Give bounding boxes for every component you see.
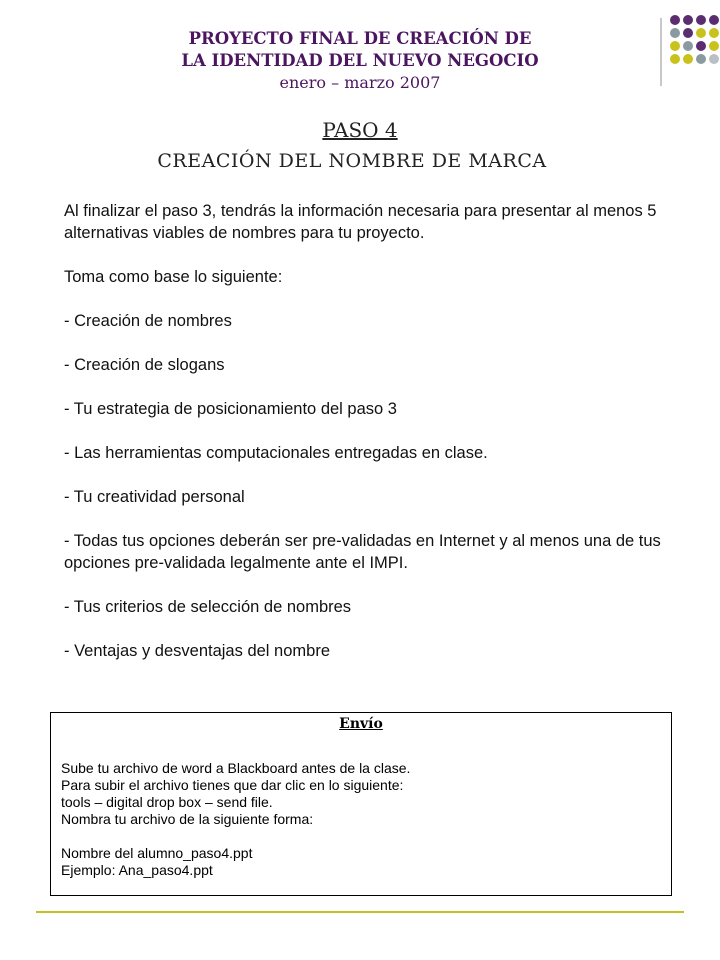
decorative-dot xyxy=(670,28,680,38)
step-subtitle: CREACIÓN DEL NOMBRE DE MARCA xyxy=(157,150,547,172)
document-header xyxy=(150,28,570,94)
list-item: - Todas tus opciones deberán ser pre-validadas en Internet y al menos una de tus opciones pre-validada legalmente ante el IMPI. xyxy=(64,532,661,572)
decorative-dot xyxy=(683,41,693,51)
instructions xyxy=(64,200,684,684)
decorative-dot xyxy=(670,41,680,51)
decorative-dot xyxy=(696,54,706,64)
decorative-dot xyxy=(696,28,706,38)
spacer xyxy=(61,828,410,845)
envio-title: Envío xyxy=(339,716,383,732)
envio-line: Nombra tu archivo de la siguiente forma: xyxy=(61,811,314,827)
decorative-dot xyxy=(683,15,693,25)
envio-box xyxy=(50,712,672,896)
decorative-dot xyxy=(683,28,693,38)
envio-example-line: Nombre del alumno_paso4.ppt xyxy=(61,845,253,861)
list-item: - Creación de slogans xyxy=(64,356,225,374)
decorative-vertical-line xyxy=(660,18,662,86)
list-item: - Ventajas y desventajas del nombre xyxy=(64,642,330,660)
lead-paragraph: Toma como base lo siguiente: xyxy=(64,268,283,286)
intro-paragraph: Al finalizar el paso 3, tendrás la información necesaria para presentar al menos 5 alternativas viables de nombres para tu proyecto. xyxy=(64,202,657,242)
list-item: - Tus criterios de selección de nombres xyxy=(64,598,352,616)
decorative-dot xyxy=(696,15,706,25)
project-date: enero – marzo 2007 xyxy=(279,73,441,92)
list-item: - Tu estrategia de posicionamiento del paso 3 xyxy=(64,400,397,418)
decorative-dot-grid xyxy=(670,15,719,64)
project-title-line-2: LA IDENTIDAD DEL NUEVO NEGOCIO xyxy=(181,51,539,70)
envio-instructions xyxy=(61,760,410,879)
decorative-dot xyxy=(709,15,719,25)
list-item: - Tu creatividad personal xyxy=(64,488,245,506)
envio-line: tools – digital drop box – send file. xyxy=(61,794,273,810)
decorative-dot xyxy=(709,41,719,51)
list-item: - Creación de nombres xyxy=(64,312,232,330)
decorative-dot xyxy=(670,15,680,25)
footer-divider xyxy=(36,911,684,913)
decorative-dot xyxy=(670,54,680,64)
decorative-dot xyxy=(709,28,719,38)
decorative-dot xyxy=(683,54,693,64)
decorative-dot xyxy=(696,41,706,51)
envio-example-line: Ejemplo: Ana_paso4.ppt xyxy=(61,862,213,878)
envio-line: Sube tu archivo de word a Blackboard antes de la clase. xyxy=(61,760,411,776)
step-title: PASO 4 xyxy=(322,118,398,142)
envio-line: Para subir el archivo tienes que dar clic en lo siguiente: xyxy=(61,777,404,793)
project-title-line-1: PROYECTO FINAL DE CREACIÓN DE xyxy=(188,29,532,48)
list-item: - Las herramientas computacionales entregadas en clase. xyxy=(64,444,488,462)
decorative-dot xyxy=(709,54,719,64)
